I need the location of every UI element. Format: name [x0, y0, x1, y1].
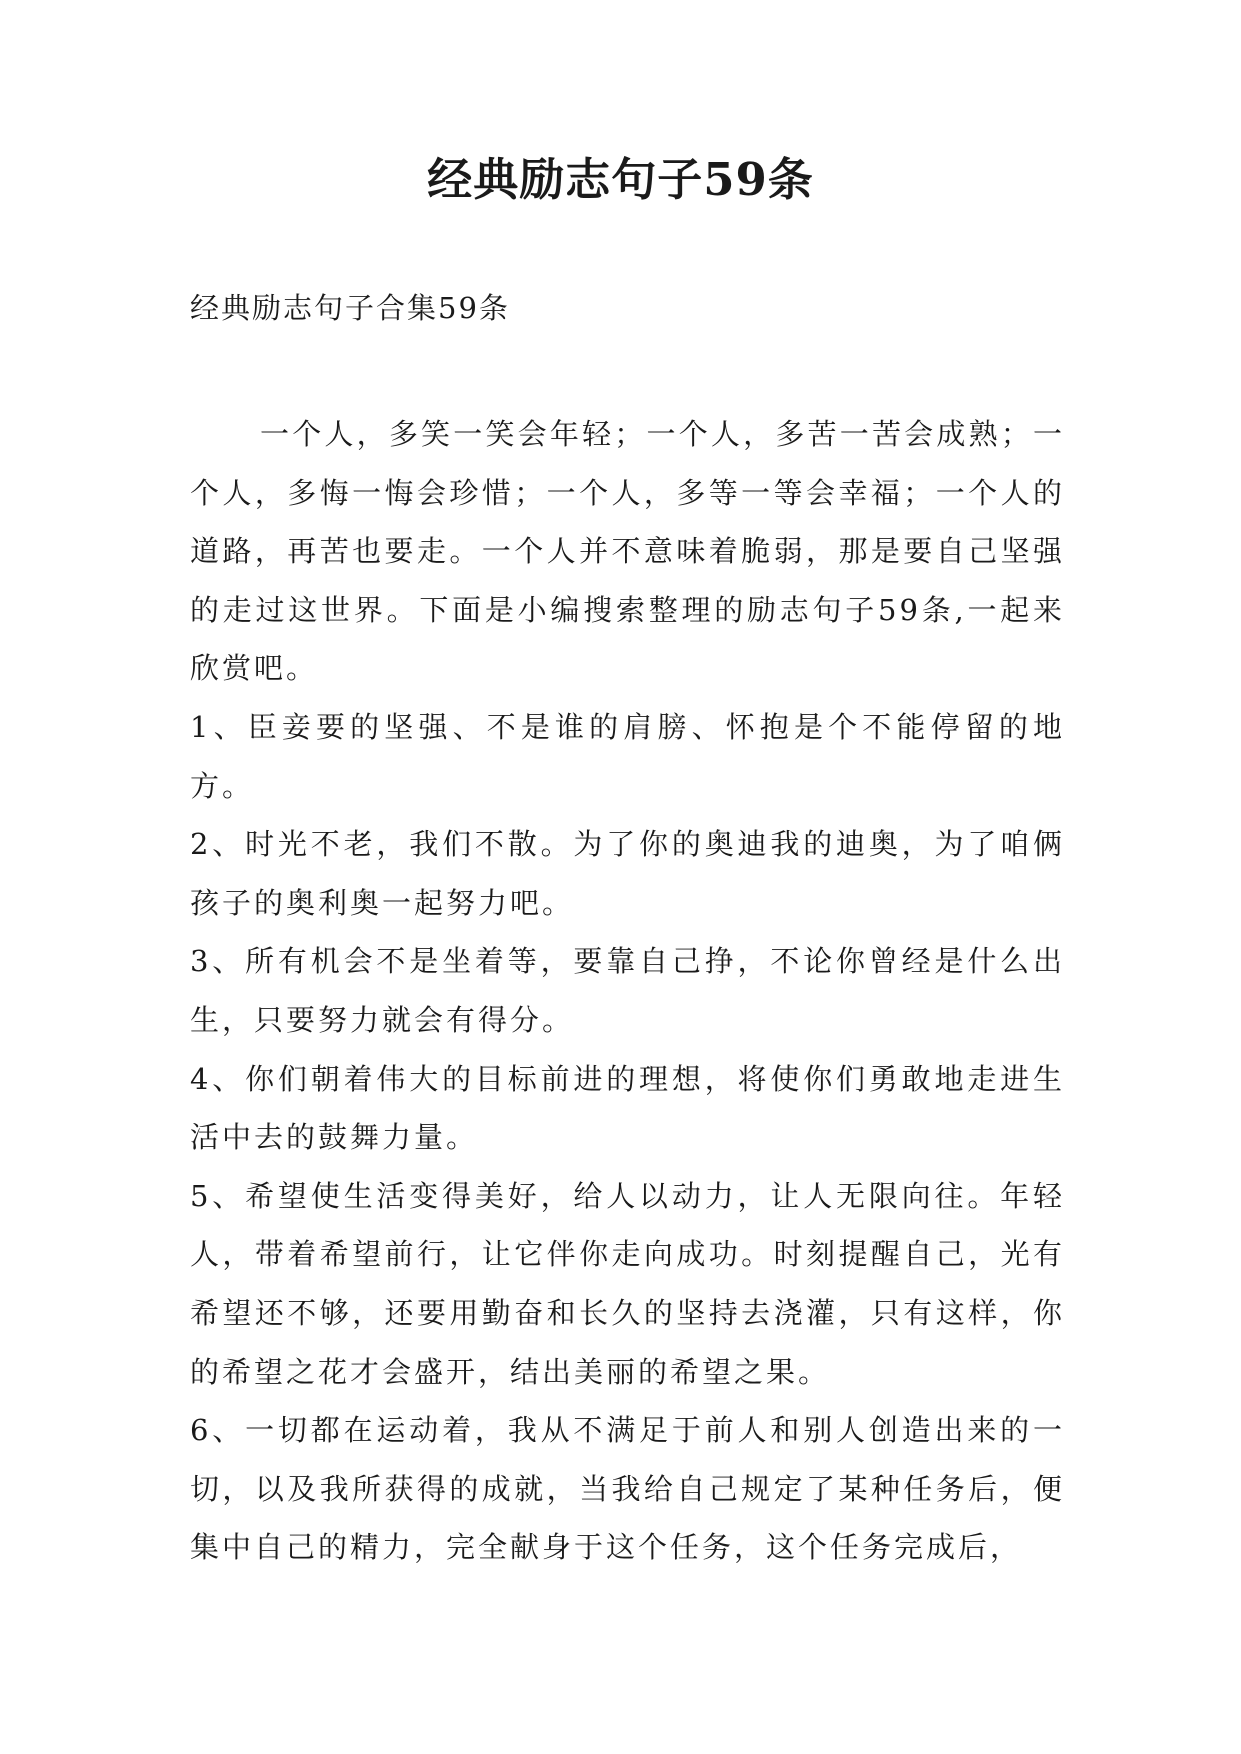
list-item-6: 6、一切都在运动着，我从不满足于前人和别人创造出来的一切，以及我所获得的成就，当我给自己规定了某种任务后，便集中自己的精力，完全献身于这个任务，这个任务完成后，	[190, 1413, 1065, 1565]
list-item-5: 5、希望使生活变得美好，给人以动力，让人无限向往。年轻人，带着希望前行，让它伴你走向成功。时刻提醒自己，光有希望还不够，还要用勤奋和长久的坚持去浇灌，只有这样，你的希望之花才会盛开，结出美丽的希望之果。	[190, 1178, 1065, 1389]
list-item-2: 2、时光不老，我们不散。为了你的奥迪我的迪奥，为了咱俩孩子的奥利奥一起努力吧。	[190, 827, 1065, 920]
list-item-4: 4、你们朝着伟大的目标前进的理想，将使你们勇敢地走进生活中去的鼓舞力量。	[190, 1061, 1065, 1155]
document-subtitle: 经典励志句子合集59条	[190, 291, 510, 325]
list-item-1: 1、臣妾要的坚强、不是谁的肩膀、怀抱是个不能停留的地方。	[190, 709, 1065, 803]
document-title: 经典励志句子59条	[427, 153, 814, 206]
document-body	[190, 405, 1065, 1577]
intro-paragraph: 一个人，多笑一笑会年轻；一个人，多苦一苦会成熟；一个人，多悔一悔会珍惜；一个人，多等一等会幸福；一个人的道路，再苦也要走。一个人并不意味着脆弱，那是要自己坚强的走过这世界。下面是小编搜索整理的励志句子59条,一起来欣赏吧。	[190, 417, 1065, 686]
list-item-3: 3、所有机会不是坐着等，要靠自己挣，不论你曾经是什么出生，只要努力就会有得分。	[190, 944, 1065, 1037]
